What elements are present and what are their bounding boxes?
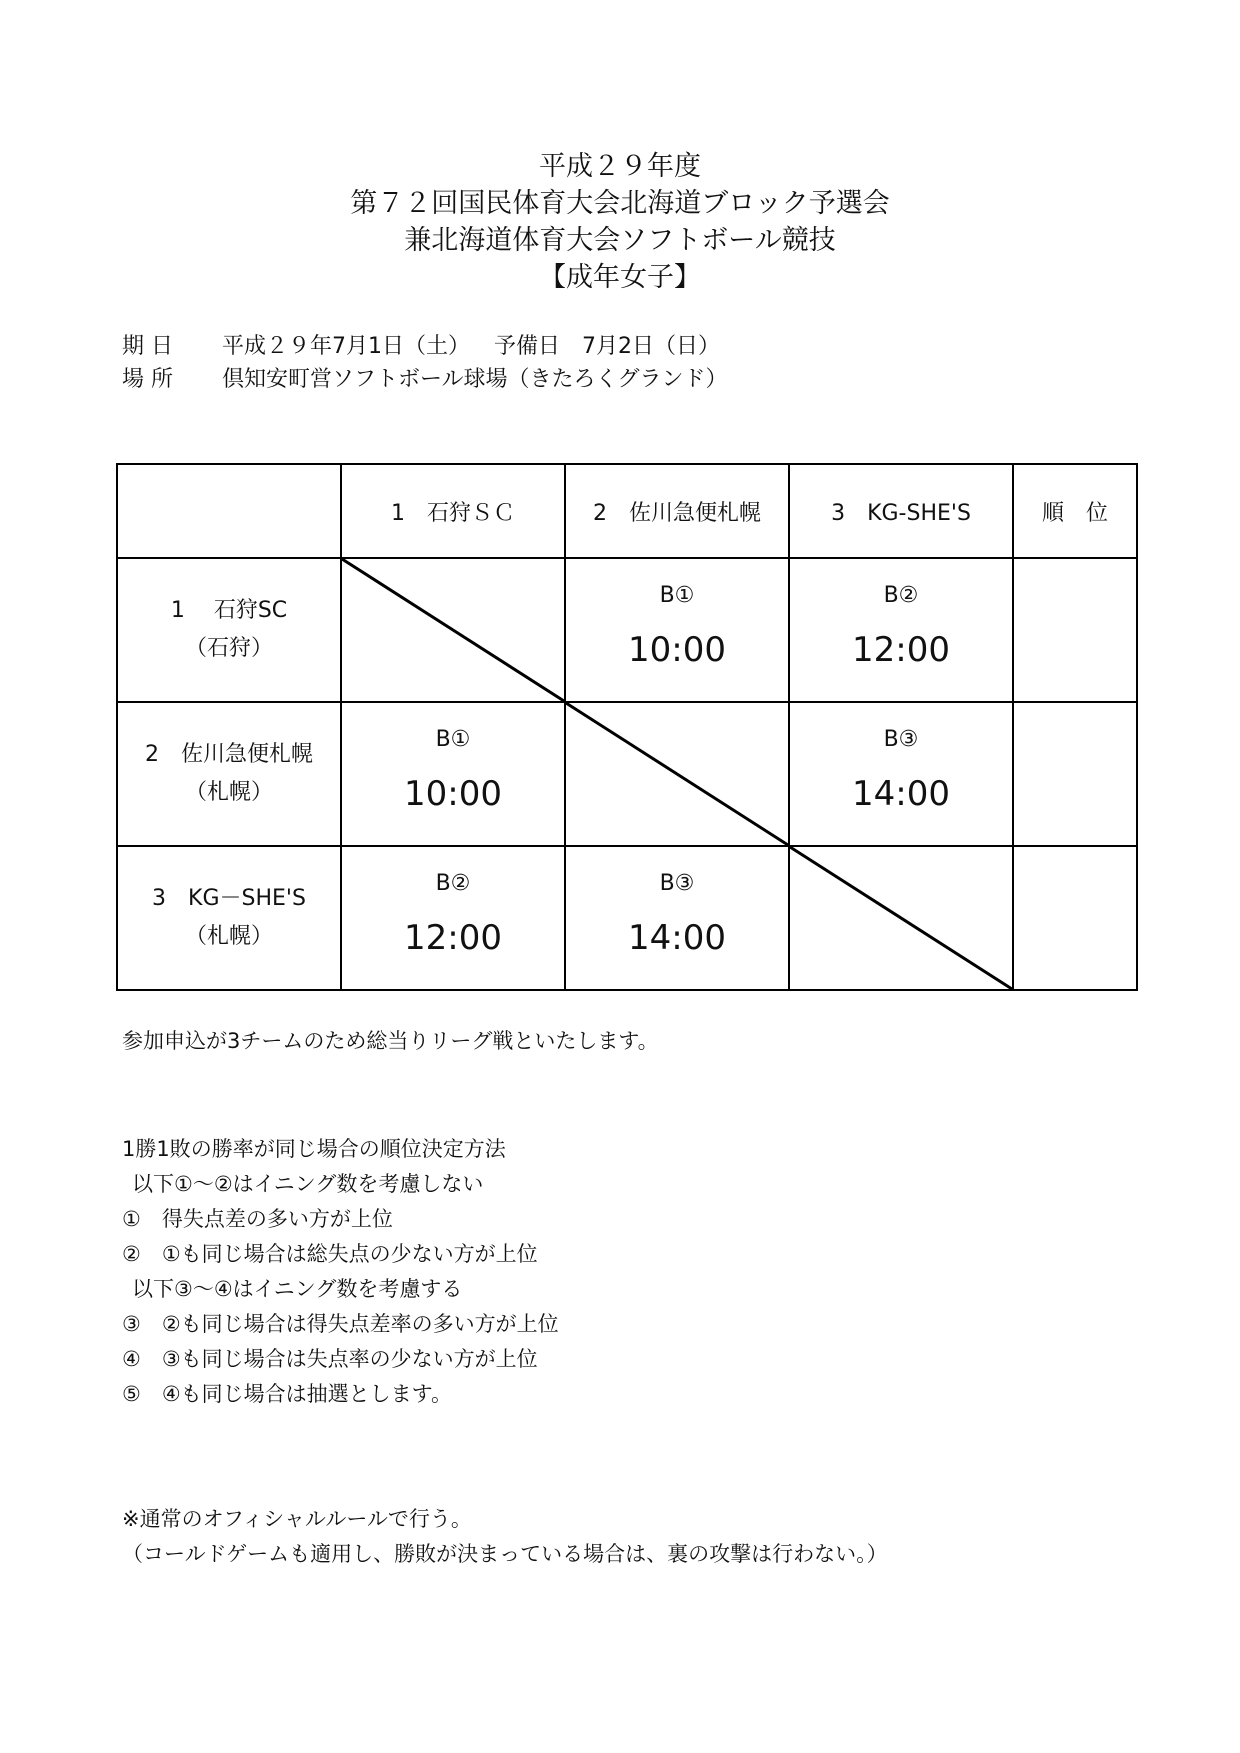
team-region: （石狩）: [184, 636, 273, 661]
title-event-name: 第７２回国民体育大会北海道ブロック予選会: [350, 188, 890, 219]
diagonal-line: [790, 847, 1012, 989]
title-fiscal-year: 平成２９年度: [539, 151, 701, 182]
league-note: 参加申込が3チームのため総当りリーグ戦といたします。: [122, 1029, 659, 1053]
match-id: B①: [435, 726, 471, 752]
row-header-team-2: [117, 702, 341, 846]
match-time: 10:00: [628, 629, 726, 670]
reserve-date: 予備日 7月2日（日）: [494, 334, 720, 359]
rank-cell: [1013, 846, 1137, 990]
place-value: 倶知安町営ソフトボール球場（きたろくグランド）: [222, 367, 728, 392]
diagonal-cell: [789, 846, 1013, 990]
rules-heading: 1勝1敗の勝率が同じ場合の順位決定方法: [122, 1137, 506, 1161]
title-competition: 兼北海道体育大会ソフトボール競技: [404, 225, 836, 256]
col-header-team-2: 2 佐川急便札幌: [565, 464, 789, 558]
match-time: 10:00: [404, 773, 502, 814]
match-id: B③: [659, 870, 695, 896]
match-id: B③: [883, 726, 919, 752]
league-table: [116, 463, 1138, 991]
row-header-team-1: [117, 558, 341, 702]
match-cell: [565, 558, 789, 702]
match-id: B①: [659, 582, 695, 608]
diagonal-line: [566, 703, 788, 845]
event-info: [122, 330, 728, 396]
tiebreak-rules: [122, 1132, 559, 1412]
rule-item-4: ④ ③も同じ場合は失点率の少ない方が上位: [122, 1347, 538, 1371]
match-id: B②: [435, 870, 471, 896]
diagonal-line: [342, 559, 564, 701]
team-region: （札幌）: [184, 924, 273, 949]
match-cell: [565, 846, 789, 990]
match-time: 14:00: [852, 773, 950, 814]
place-row: [122, 363, 728, 396]
match-time: 14:00: [628, 917, 726, 958]
row-header-team-3: [117, 846, 341, 990]
team-row-2: [117, 702, 1137, 846]
match-cell: [789, 702, 1013, 846]
footer-rule-note: ※通常のオフィシャルルールで行う。: [122, 1507, 472, 1531]
rule-item-2: ② ①も同じ場合は総失点の少ない方が上位: [122, 1242, 538, 1266]
diagonal-cell: [565, 702, 789, 846]
col-header-rank: 順 位: [1013, 464, 1137, 558]
team-row-1: [117, 558, 1137, 702]
rule-item-1: ① 得失点差の多い方が上位: [122, 1207, 393, 1231]
footer-rule-detail: （コールドゲームも適用し、勝敗が決まっている場合は、裏の攻撃は行わない。）: [122, 1542, 888, 1566]
match-time: 12:00: [852, 629, 950, 670]
document-title: [0, 148, 1240, 296]
corner-cell: [117, 464, 341, 558]
rules-subheading-2: 以下③～④はイニング数を考慮する: [132, 1277, 463, 1301]
match-cell: [789, 558, 1013, 702]
header-row: [117, 464, 1137, 558]
date-row: [122, 330, 728, 363]
rule-item-5: ⑤ ④も同じ場合は抽選とします。: [122, 1382, 452, 1406]
col-header-team-3: 3 KG-SHE'S: [789, 464, 1013, 558]
match-cell: [341, 702, 565, 846]
title-category: 【成年女子】: [539, 262, 701, 293]
date-value: 平成２９年7月1日（土）: [222, 334, 470, 359]
rules-subheading-1: 以下①～②はイニング数を考慮しない: [132, 1172, 484, 1196]
team-name: 1 石狩SC: [170, 598, 288, 623]
match-id: B②: [883, 582, 919, 608]
date-label: 期 日: [122, 334, 173, 359]
rank-cell: [1013, 558, 1137, 702]
diagonal-cell: [341, 558, 565, 702]
team-name: 3 KG－SHE'S: [152, 886, 306, 911]
rank-cell: [1013, 702, 1137, 846]
footer-notes: [122, 1502, 888, 1572]
col-header-team-1: 1 石狩ＳＣ: [341, 464, 565, 558]
team-region: （札幌）: [184, 780, 273, 805]
team-row-3: [117, 846, 1137, 990]
team-name: 2 佐川急便札幌: [145, 742, 313, 767]
match-time: 12:00: [404, 917, 502, 958]
match-cell: [341, 846, 565, 990]
place-label: 場 所: [122, 367, 173, 392]
rule-item-3: ③ ②も同じ場合は得失点差率の多い方が上位: [122, 1312, 559, 1336]
